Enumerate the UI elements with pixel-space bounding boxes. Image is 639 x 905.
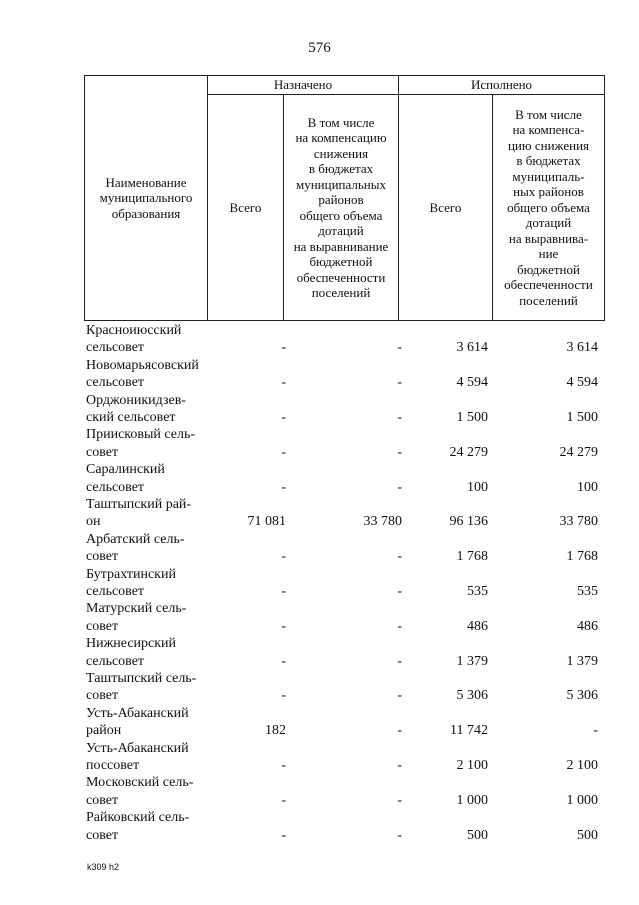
header-line: поселений (311, 285, 371, 300)
assigned-including-cell: - (397, 688, 402, 704)
assigned-including-cell: - (397, 409, 402, 425)
header-line: общего объема (299, 207, 383, 223)
executed-total-cell: 3 614 (456, 340, 488, 356)
table-row (86, 392, 606, 427)
name-line: совет (86, 444, 119, 460)
assigned-including-cell: - (397, 757, 402, 773)
executed-including-cell: 100 (577, 479, 598, 495)
table-row (86, 809, 606, 844)
header-line: обеспеченности (504, 277, 593, 293)
table-row (86, 426, 606, 461)
header-line: бюджетной (309, 254, 373, 269)
executed-total-cell: 5 306 (456, 688, 488, 704)
executed-including-cell: 1 379 (566, 653, 598, 669)
header-executed-including-lines (504, 107, 593, 309)
table-row (86, 774, 606, 809)
header-line: цию снижения (507, 137, 590, 153)
header-line: на компенсацию (295, 130, 387, 145)
assigned-total-cell: 71 081 (247, 514, 286, 530)
header-line: на выравнива- (508, 230, 589, 246)
name-line: совет (86, 549, 119, 565)
assigned-total-cell: - (281, 340, 286, 356)
name-line: Матурский сель- (86, 601, 187, 617)
name-line: Усть-Абаканский (86, 705, 189, 721)
municipality-name (86, 531, 211, 566)
header-line: В том числе (515, 106, 582, 122)
executed-including-cell: 535 (577, 583, 598, 599)
assigned-total-cell: - (281, 444, 286, 460)
header-line: ных районов (513, 184, 584, 200)
name-line: Красноиюсский (86, 323, 182, 338)
header-line: на компенса- (512, 122, 585, 138)
name-line: он (86, 514, 101, 530)
header-line: муниципаль- (512, 168, 585, 184)
header-line: бюджетной (517, 261, 580, 277)
table-body (86, 322, 606, 844)
municipality-name (86, 774, 211, 809)
name-line: сельсовет (86, 340, 145, 356)
assigned-including-cell: - (397, 444, 402, 460)
name-line: совет (86, 827, 119, 843)
executed-total-cell: 486 (467, 618, 488, 634)
name-line: совет (86, 792, 119, 808)
municipality-name (86, 809, 211, 844)
name-line: Райковский сель- (86, 810, 190, 826)
name-line: район (86, 723, 122, 739)
header-assigned-including (283, 94, 399, 321)
municipality-name (86, 426, 211, 461)
municipality-name (86, 740, 211, 775)
municipality-name (86, 322, 211, 357)
name-line: Нижнесирский (86, 636, 177, 652)
municipality-name (86, 670, 211, 705)
executed-including-cell: 2 100 (566, 757, 598, 773)
municipality-name (86, 461, 211, 496)
header-line: муниципальных (295, 176, 386, 192)
executed-including-cell: 3 614 (566, 340, 598, 356)
table-row (86, 496, 606, 531)
header-assigned-total-label: Всего (229, 199, 262, 215)
executed-total-cell: 535 (467, 583, 488, 599)
name-line: сельсовет (86, 375, 145, 391)
assigned-including-cell: - (397, 479, 402, 495)
assigned-including-cell: - (397, 723, 402, 739)
assigned-including-cell: - (397, 827, 402, 843)
executed-including-cell: - (593, 723, 598, 739)
name-line: Усть-Абаканский (86, 740, 189, 756)
executed-total-cell: 24 279 (449, 444, 488, 460)
header-assigned (207, 75, 399, 95)
executed-including-cell: 486 (577, 618, 598, 634)
executed-total-cell: 1 768 (456, 549, 488, 565)
assigned-total-cell: - (281, 583, 286, 599)
name-line: Саралинский (86, 462, 165, 478)
table-row (86, 740, 606, 775)
assigned-including-cell: - (397, 340, 402, 356)
header-executed-total (398, 94, 493, 321)
table-row (86, 705, 606, 740)
header-assigned-total (207, 94, 284, 321)
header-name-column (84, 75, 208, 321)
header-name-line: образования (111, 205, 181, 221)
executed-including-cell: 1 000 (566, 792, 598, 808)
assigned-total-cell: 182 (265, 723, 286, 739)
header-line: ние (538, 246, 559, 262)
assigned-total-cell: - (281, 618, 286, 634)
name-line: ский сельсовет (86, 410, 176, 425)
name-line: Бутрахтинский (86, 566, 176, 582)
executed-including-cell: 5 306 (566, 688, 598, 704)
municipality-name (86, 600, 211, 635)
municipality-name (86, 357, 211, 392)
header-line: обеспеченности (296, 269, 386, 285)
header-assigned-label: Назначено (273, 77, 333, 93)
table-row (86, 600, 606, 635)
executed-total-cell: 100 (467, 479, 488, 495)
executed-total-cell: 1 379 (456, 653, 488, 669)
municipality-name (86, 392, 211, 427)
header-line: в бюджетах (308, 161, 374, 176)
table-row (86, 357, 606, 392)
header-line: дотаций (525, 215, 572, 231)
municipality-name (86, 635, 211, 670)
executed-including-cell: 1 768 (566, 549, 598, 565)
assigned-including-cell: - (397, 618, 402, 634)
table-row (86, 566, 606, 601)
executed-including-cell: 4 594 (566, 375, 598, 391)
executed-total-cell: 1 000 (456, 792, 488, 808)
table-row (86, 531, 606, 566)
executed-including-cell: 33 780 (559, 514, 598, 530)
page-number: 576 (308, 40, 331, 56)
header-line: районов (318, 192, 364, 207)
name-line: совет (86, 618, 119, 634)
header-name-line: Наименование (105, 174, 187, 190)
header-line: снижения (313, 145, 369, 161)
assigned-total-cell: - (281, 375, 286, 391)
header-line: дотаций (318, 223, 364, 238)
header-executed (398, 75, 605, 95)
executed-total-cell: 11 742 (450, 723, 488, 739)
municipality-name (86, 496, 211, 531)
header-executed-including (492, 94, 605, 321)
assigned-including-cell: - (397, 792, 402, 808)
assigned-total-cell: - (281, 757, 286, 773)
assigned-including-cell: 33 780 (363, 514, 402, 530)
name-line: Новомарьясовский (86, 357, 199, 373)
name-line: Таштыпский рай- (86, 496, 192, 512)
executed-total-cell: 1 500 (456, 409, 488, 425)
header-line: В том числе (307, 114, 375, 130)
assigned-total-cell: - (281, 792, 286, 808)
header-executed-label: Исполнено (470, 77, 533, 93)
name-line: Приисковый сель- (86, 427, 196, 443)
header-line: общего объема (507, 199, 590, 215)
header-line: на выравнивание (293, 238, 389, 254)
name-line: сельсовет (86, 653, 145, 669)
assigned-total-cell: - (281, 688, 286, 704)
document-code: k309 h2 (87, 862, 120, 872)
name-line: сельсовет (86, 479, 145, 495)
table-row (86, 635, 606, 670)
header-executed-total-label: Всего (429, 199, 462, 215)
header-line: поселений (519, 292, 578, 308)
name-line: Московский сель- (86, 775, 194, 791)
assigned-including-cell: - (397, 653, 402, 669)
table-row (86, 670, 606, 705)
name-line: Таштыпский сель- (86, 670, 197, 686)
executed-total-cell: 2 100 (456, 757, 488, 773)
name-line: поссовет (86, 757, 140, 773)
header-name-lines (100, 175, 193, 222)
assigned-total-cell: - (281, 479, 286, 495)
name-line: Орджоникидзев- (86, 392, 186, 408)
assigned-including-cell: - (397, 375, 402, 391)
assigned-total-cell: - (281, 549, 286, 565)
executed-including-cell: 500 (577, 827, 598, 843)
assigned-including-cell: - (397, 549, 402, 565)
executed-total-cell: 96 136 (449, 514, 488, 530)
name-line: сельсовет (86, 583, 145, 599)
header-assigned-including-lines (294, 115, 389, 301)
name-line: Арбатский сель- (86, 531, 185, 547)
name-line: совет (86, 688, 119, 704)
header-name-line: муниципального (99, 190, 193, 206)
executed-including-cell: 1 500 (566, 409, 598, 425)
municipality-name (86, 566, 211, 601)
assigned-total-cell: - (281, 409, 286, 425)
header-line: в бюджетах (516, 153, 581, 169)
table-row (86, 461, 606, 496)
executed-including-cell: 24 279 (559, 444, 598, 460)
assigned-total-cell: - (281, 653, 286, 669)
executed-total-cell: 500 (467, 827, 488, 843)
executed-total-cell: 4 594 (456, 375, 488, 391)
municipality-name (86, 705, 211, 740)
assigned-including-cell: - (397, 583, 402, 599)
assigned-total-cell: - (281, 827, 286, 843)
table-row (86, 322, 606, 357)
